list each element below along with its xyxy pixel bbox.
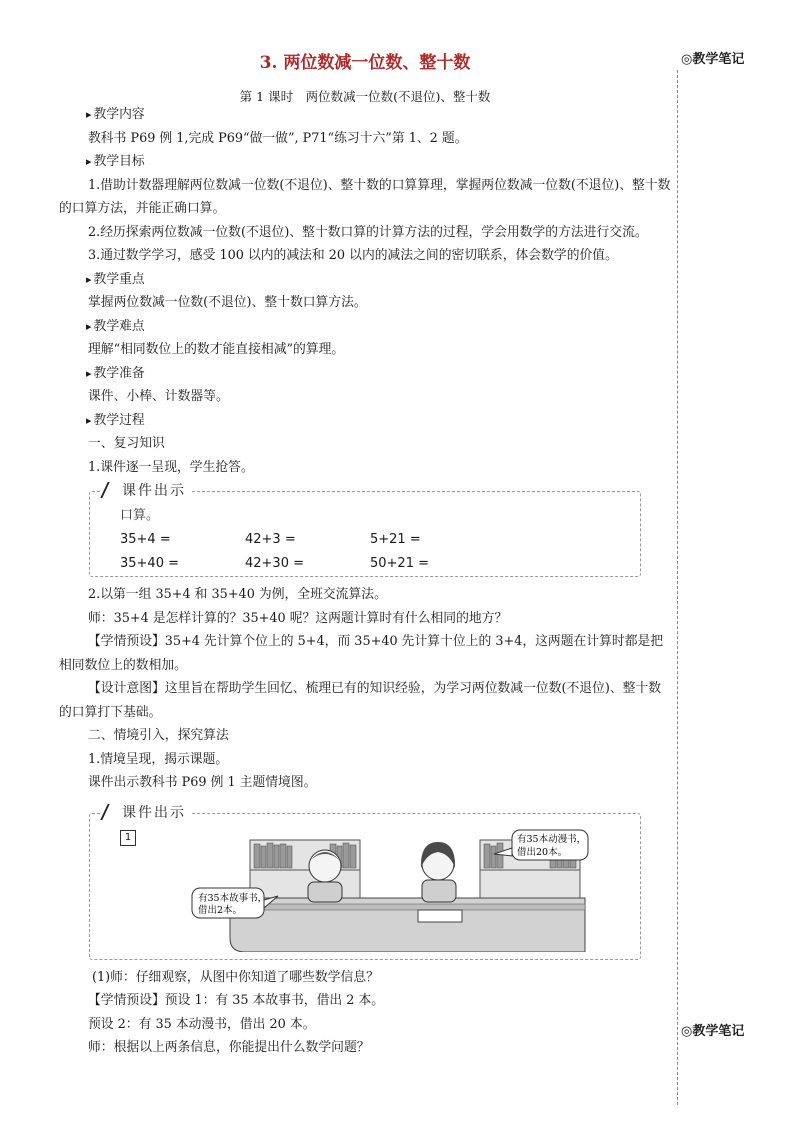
equation: 42+3 = [245, 532, 296, 547]
paragraph: 1.情境呈现，揭示课题。 [88, 751, 229, 767]
main-content [59, 103, 671, 1060]
slash-icon [100, 482, 119, 498]
equation: 35+40 = [120, 556, 180, 571]
equation: 42+30 = [245, 556, 305, 571]
notes-label-top: ◎教学笔记 [681, 52, 745, 67]
section-heading: ▸ 教学重点 [59, 268, 671, 292]
slide-box-scene [89, 804, 641, 960]
notes-label-bottom: ◎教学笔记 [681, 1024, 745, 1039]
oral-prompt: 口算。 [120, 508, 160, 523]
paragraph: 师：35+4 是怎样计算的？35+40 呢？这两题计算时有什么相同的地方？ [88, 610, 508, 626]
paragraph: 1.课件逐一呈现，学生抢答。 [88, 459, 254, 475]
section-heading: ▸ 教学目标 [59, 150, 671, 174]
slash-icon [100, 804, 119, 820]
page-title: 3. 两位数减一位数、整十数 [259, 53, 471, 73]
lesson-subtitle: 第 1 课时 两位数减一位数(不退位)、整十数 [239, 89, 491, 104]
library-scene-illustration [190, 828, 590, 952]
equation: 50+21 = [370, 556, 430, 571]
bubble-right-line1: 有35本动漫书， [517, 833, 587, 845]
bubble-left-line2: 借出2本。 [198, 904, 243, 916]
bubble-left-line1: 有35本故事书， [198, 892, 268, 904]
section-heading: ▸ 教学过程 [59, 409, 671, 433]
paragraph: 【设计意图】这里旨在帮助学生回忆、梳理已有的知识经验，为学习两位数减一位数(不退位)、整十数的口算打下基础。 [59, 681, 662, 720]
paragraph: 二、情境引入，探究算法 [88, 728, 229, 743]
paragraph: 1.借助计数器理解两位数减一位数(不退位)、整十数的口算算理，掌握两位数减一位数(不退位)、整十数的口算方法，并能正确口算。 [59, 177, 671, 216]
paragraph: 理解“相同数位上的数才能直接相减”的算理。 [88, 342, 345, 357]
paragraph: 【学情预设】35+4 先计算个位上的 5+4，而 35+40 先计算十位上的 3+4，这两题在计算时都是把相同数位上的数相加。 [59, 634, 664, 673]
section-heading: ▸ 教学内容 [59, 103, 671, 127]
slide-box-oral [89, 483, 641, 577]
example-number: 1 [120, 830, 136, 846]
paragraph: 3.通过数学学习，感受 100 以内的减法和 20 以内的减法之间的密切联系，体会数学的价值。 [88, 248, 618, 263]
slide-label: 课件出示 [100, 802, 192, 826]
paragraph: 教科书 P69 例 1,完成 P69“做一做”, P71“练习十六”第 1、2 题。 [88, 130, 468, 146]
paragraph: 一、复习知识 [88, 436, 165, 451]
equation: 35+4 = [120, 532, 171, 547]
bubble-right-line2: 借出20本。 [517, 846, 568, 858]
equation: 5+21 = [370, 532, 421, 547]
paragraph: 课件、小棒、计数器等。 [88, 389, 229, 404]
margin-divider [677, 70, 679, 1105]
paragraph: 预设 2：有 35 本动漫书，借出 20 本。 [88, 1016, 316, 1032]
section-heading: ▸ 教学准备 [59, 362, 671, 386]
slide-label: 课件出示 [100, 480, 192, 504]
paragraph: (1)师：仔细观察，从图中你知道了哪些数学信息？ [92, 969, 379, 985]
paragraph: 师：根据以上两条信息，你能提出什么数学问题？ [88, 1040, 370, 1055]
section-heading: ▸ 教学难点 [59, 315, 671, 339]
paragraph: 【学情预设】预设 1：有 35 本故事书，借出 2 本。 [88, 993, 385, 1008]
paragraph: 2.以第一组 35+4 和 35+40 为例，全班交流算法。 [88, 587, 387, 602]
paragraph: 掌握两位数减一位数(不退位)、整十数口算方法。 [88, 295, 367, 310]
paragraph: 2.经历探索两位数减一位数(不退位)、整十数口算的计算方法的过程，学会用数学的方法进行交流。 [88, 224, 648, 240]
paragraph: 课件出示教科书 P69 例 1 主题情境图。 [88, 775, 317, 790]
